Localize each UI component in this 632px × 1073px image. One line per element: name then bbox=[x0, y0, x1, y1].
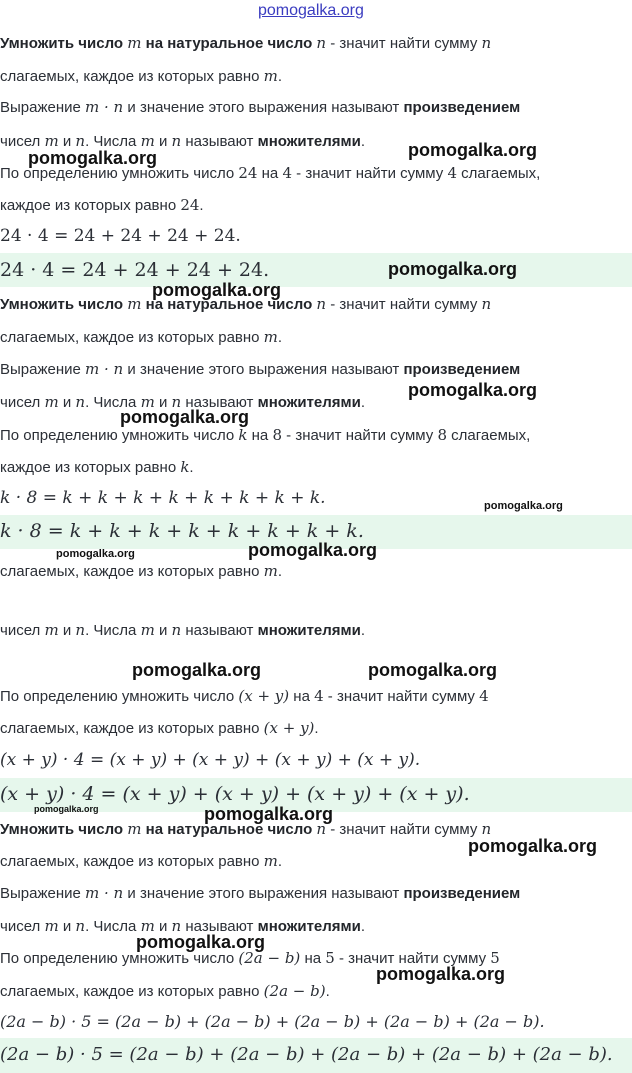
definition-line-4: чисел m и n. Числа m и n называют множителями. bbox=[0, 917, 366, 935]
example-1-equation-highlight: 24 · 4 = 24 + 24 + 24 + 24. bbox=[0, 259, 270, 281]
definition-line-4: чисел m и n. Числа m и n называют множителями. bbox=[0, 621, 366, 639]
definition-line-2: слагаемых, каждое из которых равно m. bbox=[0, 67, 283, 85]
example-1-equation: 24 · 4 = 24 + 24 + 24 + 24. bbox=[0, 226, 241, 246]
definition-line-1: Умножить число m на натуральное число n - значит найти сумму n bbox=[0, 34, 492, 52]
watermark: pomogalka.org bbox=[408, 140, 538, 160]
example-3-line-1: По определению умножить число (x + y) на 4 - значит найти сумму 4 bbox=[0, 687, 489, 705]
watermark: pomogalka.org bbox=[34, 804, 99, 814]
example-4-equation: (2a − b) · 5 = (2a − b) + (2a − b) + (2a − b) + (2a − b) + (2a − b). bbox=[0, 1012, 545, 1031]
watermark: pomogalka.org bbox=[204, 804, 334, 824]
definition-line-3: Выражение m · n и значение этого выражения называют произведением bbox=[0, 884, 521, 902]
example-4-line-1: По определению умножить число (2a − b) на 5 - значит найти сумму 5 bbox=[0, 949, 500, 967]
definition-line-4: чисел m и n. Числа m и n называют множителями. bbox=[0, 393, 366, 411]
watermark: pomogalka.org bbox=[388, 259, 518, 279]
watermark: pomogalka.org bbox=[468, 836, 598, 856]
watermark: pomogalka.org bbox=[376, 964, 506, 984]
example-1-line-2: каждое из которых равно 24. bbox=[0, 196, 204, 214]
definition-line-1: Умножить число m на натуральное число n - значит найти сумму n bbox=[0, 295, 492, 313]
watermark: pomogalka.org bbox=[136, 932, 266, 952]
watermark: pomogalka.org bbox=[132, 660, 262, 680]
example-2-line-2: каждое из которых равно k. bbox=[0, 458, 194, 476]
definition-line-4: чисел m и n. Числа m и n называют множителями. bbox=[0, 132, 366, 150]
example-2-equation-highlight: k · 8 = k + k + k + k + k + k + k + k. bbox=[0, 520, 364, 542]
watermark: pomogalka.org bbox=[408, 380, 538, 400]
definition-line-2: слагаемых, каждое из которых равно m. bbox=[0, 562, 283, 580]
definition-line-2: слагаемых, каждое из которых равно m. bbox=[0, 328, 283, 346]
example-3-equation: (x + y) · 4 = (x + y) + (x + y) + (x + y) + (x + y). bbox=[0, 750, 421, 770]
watermark: pomogalka.org bbox=[484, 500, 563, 512]
definition-line-3: Выражение m · n и значение этого выражения называют произведением bbox=[0, 98, 521, 116]
example-3-equation-highlight: (x + y) · 4 = (x + y) + (x + y) + (x + y) + (x + y). bbox=[0, 783, 470, 805]
definition-line-1: Умножить число m на натуральное число n - значит найти сумму n bbox=[0, 820, 492, 838]
example-1-line-1: По определению умножить число 24 на 4 - значит найти сумму 4 слагаемых, bbox=[0, 164, 541, 182]
watermark: pomogalka.org bbox=[56, 548, 135, 560]
watermark: pomogalka.org bbox=[258, 2, 364, 19]
example-2-line-1: По определению умножить число k на 8 - значит найти сумму 8 слагаемых, bbox=[0, 426, 531, 444]
example-2-equation: k · 8 = k + k + k + k + k + k + k + k. bbox=[0, 488, 326, 508]
example-4-line-2: слагаемых, каждое из которых равно (2a − b). bbox=[0, 982, 330, 1000]
watermark: pomogalka.org bbox=[120, 407, 250, 427]
definition-line-2: слагаемых, каждое из которых равно m. bbox=[0, 852, 283, 870]
example-4-equation-highlight: (2a − b) · 5 = (2a − b) + (2a − b) + (2a − b) + (2a − b) + (2a − b). bbox=[0, 1044, 613, 1065]
watermark: pomogalka.org bbox=[248, 540, 378, 560]
example-3-line-2: слагаемых, каждое из которых равно (x + y). bbox=[0, 719, 319, 737]
watermark: pomogalka.org bbox=[152, 280, 282, 300]
watermark: pomogalka.org bbox=[368, 660, 498, 680]
watermark: pomogalka.org bbox=[28, 148, 158, 168]
definition-line-3: Выражение m · n и значение этого выражения называют произведением bbox=[0, 360, 521, 378]
